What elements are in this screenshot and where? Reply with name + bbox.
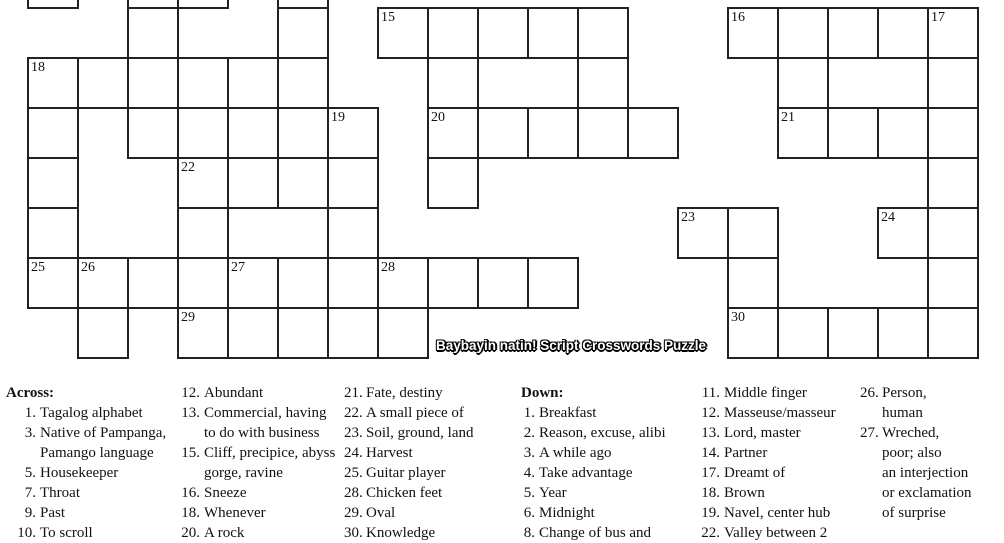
clue-number: 24 bbox=[881, 210, 895, 225]
clue-text: Housekeeper bbox=[40, 465, 119, 481]
grid-cell[interactable] bbox=[427, 257, 479, 309]
clue-line bbox=[860, 443, 972, 463]
clue-line bbox=[690, 463, 836, 483]
clue-text: Native of Pampanga, bbox=[40, 425, 167, 441]
grid-cell[interactable] bbox=[927, 307, 979, 359]
clue-text: Commercial, having bbox=[204, 405, 327, 421]
grid-cell[interactable] bbox=[827, 7, 879, 59]
clue-line bbox=[6, 403, 166, 423]
clue-line bbox=[690, 523, 836, 543]
grid-cell[interactable] bbox=[527, 257, 579, 309]
grid-cell[interactable] bbox=[27, 207, 79, 259]
clue-num: 18. bbox=[181, 505, 200, 521]
clue-text: Oval bbox=[366, 505, 396, 521]
grid-cell[interactable] bbox=[327, 257, 379, 309]
clue-line bbox=[6, 503, 166, 523]
clue-num: 28. bbox=[344, 485, 363, 501]
clue-num: 3. bbox=[523, 445, 535, 461]
clue-number: 23 bbox=[681, 210, 695, 225]
grid-cell[interactable] bbox=[727, 207, 779, 259]
clue-number: 21 bbox=[781, 110, 795, 125]
clue-text: of surprise bbox=[882, 505, 946, 521]
grid-cell[interactable] bbox=[27, 107, 79, 159]
clue-line bbox=[6, 523, 166, 543]
clue-line bbox=[505, 483, 666, 503]
clue-num: 12. bbox=[701, 405, 720, 421]
clue-line bbox=[505, 463, 666, 483]
clue-text: To scroll bbox=[40, 525, 93, 541]
clue-text: Knowledge bbox=[366, 525, 436, 541]
clue-line bbox=[6, 443, 166, 463]
clue-text: A rock bbox=[204, 525, 245, 541]
grid-cell[interactable] bbox=[527, 107, 579, 159]
grid-cell[interactable] bbox=[477, 257, 529, 309]
clue-num: 10. bbox=[17, 525, 36, 541]
down-clues-column-2 bbox=[690, 383, 836, 543]
clue-line bbox=[690, 383, 836, 403]
clue-line bbox=[170, 463, 335, 483]
clue-line bbox=[170, 483, 335, 503]
clue-text: to do with business bbox=[204, 425, 320, 441]
clue-line bbox=[344, 503, 474, 523]
clue-text: human bbox=[882, 405, 923, 421]
clue-text: Reason, excuse, alibi bbox=[539, 425, 666, 441]
grid-cell[interactable] bbox=[277, 257, 329, 309]
clue-num: 19. bbox=[701, 505, 720, 521]
clue-line bbox=[6, 463, 166, 483]
clue-text: Soil, ground, land bbox=[366, 425, 474, 441]
grid-cell[interactable] bbox=[327, 307, 379, 359]
clue-num: 16. bbox=[181, 485, 200, 501]
clue-num: 17. bbox=[701, 465, 720, 481]
clue-text: A small piece of bbox=[366, 405, 464, 421]
grid-cell[interactable] bbox=[627, 107, 679, 159]
clue-num: 12. bbox=[181, 385, 200, 401]
grid-cell[interactable] bbox=[927, 157, 979, 209]
clue-text: Midnight bbox=[539, 505, 595, 521]
clue-num: 30. bbox=[344, 525, 363, 541]
clue-line bbox=[344, 443, 474, 463]
grid-cell[interactable] bbox=[927, 257, 979, 309]
clue-text: Cliff, precipice, abyss bbox=[204, 445, 336, 461]
clue-text: Middle finger bbox=[724, 385, 807, 401]
clue-num: 15. bbox=[181, 445, 200, 461]
grid-cell[interactable] bbox=[327, 207, 379, 259]
clue-line bbox=[505, 443, 666, 463]
clue-number: 16 bbox=[731, 10, 745, 25]
clue-line bbox=[344, 423, 474, 443]
clue-text: an interjection bbox=[882, 465, 969, 481]
grid-cell[interactable] bbox=[577, 7, 629, 59]
clue-number: 27 bbox=[231, 260, 245, 275]
across-clues-column-3 bbox=[344, 383, 474, 543]
grid-cell[interactable] bbox=[777, 307, 829, 359]
clue-num: 22. bbox=[344, 405, 363, 421]
clue-text: Breakfast bbox=[539, 405, 597, 421]
clue-line bbox=[344, 523, 474, 543]
clue-text: Harvest bbox=[366, 445, 413, 461]
grid-cell[interactable] bbox=[127, 7, 179, 59]
clue-line bbox=[690, 403, 836, 423]
grid-cell[interactable] bbox=[877, 307, 929, 359]
clue-num: 26. bbox=[860, 385, 879, 401]
clue-text: Person, bbox=[882, 385, 927, 401]
clue-text: Change of bus and bbox=[539, 525, 652, 541]
clue-num: 9. bbox=[24, 505, 36, 521]
clue-text: Throat bbox=[40, 485, 80, 501]
clue-line bbox=[170, 503, 335, 523]
down-clues-column-1 bbox=[521, 383, 666, 543]
grid-cell[interactable] bbox=[27, 0, 79, 9]
clue-num: 11. bbox=[701, 385, 720, 401]
clue-line bbox=[690, 503, 836, 523]
grid-cell[interactable] bbox=[777, 7, 829, 59]
clue-line bbox=[6, 483, 166, 503]
clue-text: Whenever bbox=[204, 505, 266, 521]
clue-num: 2. bbox=[523, 425, 535, 441]
grid-cell[interactable] bbox=[27, 157, 79, 209]
clue-num: 5. bbox=[523, 485, 535, 501]
grid-cell[interactable] bbox=[77, 307, 129, 359]
grid-cell[interactable] bbox=[177, 107, 229, 159]
clue-num: 22. bbox=[701, 525, 720, 541]
clue-text: Tagalog alphabet bbox=[40, 405, 143, 421]
clue-text: Past bbox=[40, 505, 66, 521]
clue-text: poor; also bbox=[882, 445, 942, 461]
clue-line bbox=[690, 423, 836, 443]
clue-num: 3. bbox=[24, 425, 36, 441]
grid-cell[interactable] bbox=[527, 7, 579, 59]
clue-text: Take advantage bbox=[539, 465, 633, 481]
clue-number: 19 bbox=[331, 110, 345, 125]
clue-line bbox=[344, 463, 474, 483]
clue-num: 8. bbox=[523, 525, 535, 541]
clue-text: Dreamt of bbox=[724, 465, 786, 481]
grid-cell[interactable] bbox=[177, 57, 229, 109]
clue-text: Year bbox=[539, 485, 567, 501]
grid-cell[interactable] bbox=[777, 57, 829, 109]
clue-line bbox=[505, 503, 666, 523]
clue-text: Chicken feet bbox=[366, 485, 443, 501]
clue-text: Pamango language bbox=[40, 445, 154, 461]
clue-num: 24. bbox=[344, 445, 363, 461]
down-clues-column-3 bbox=[860, 383, 972, 523]
clue-text: gorge, ravine bbox=[204, 465, 283, 481]
grid-cell[interactable] bbox=[277, 307, 329, 359]
across-clues-column-1 bbox=[6, 383, 166, 543]
clue-number: 30 bbox=[731, 310, 745, 325]
clue-num: 13. bbox=[181, 405, 200, 421]
clue-line bbox=[860, 463, 972, 483]
clue-num: 20. bbox=[181, 525, 200, 541]
clue-num: 5. bbox=[24, 465, 36, 481]
clue-text: Navel, center hub bbox=[724, 505, 831, 521]
grid-cell[interactable] bbox=[477, 7, 529, 59]
grid-cell[interactable] bbox=[277, 57, 329, 109]
grid-cell[interactable] bbox=[177, 207, 229, 259]
grid-cell[interactable] bbox=[427, 57, 479, 109]
grid-cell[interactable] bbox=[877, 7, 929, 59]
clue-text: Wreched, bbox=[882, 425, 940, 441]
clue-num: 1. bbox=[523, 405, 535, 421]
grid-cell[interactable] bbox=[927, 107, 979, 159]
grid-cell[interactable] bbox=[877, 107, 929, 159]
grid-cell[interactable] bbox=[427, 157, 479, 209]
grid-cell[interactable] bbox=[227, 107, 279, 159]
clue-line bbox=[690, 443, 836, 463]
clue-number: 22 bbox=[181, 160, 195, 175]
clue-num: 1. bbox=[24, 405, 36, 421]
clue-number: 28 bbox=[381, 260, 395, 275]
clue-text: Masseuse/masseur bbox=[724, 405, 836, 421]
grid-cell[interactable] bbox=[127, 57, 179, 109]
grid-cell[interactable] bbox=[227, 307, 279, 359]
clue-text: Sneeze bbox=[204, 485, 247, 501]
grid-cell[interactable] bbox=[277, 7, 329, 59]
puzzle-title-banner: Baybayin natin! Script Crosswords Puzzle bbox=[436, 338, 707, 353]
grid-cell[interactable] bbox=[277, 157, 329, 209]
clue-num: 21. bbox=[344, 385, 363, 401]
clue-line bbox=[860, 503, 972, 523]
grid-cell[interactable] bbox=[827, 307, 879, 359]
clue-line bbox=[344, 403, 474, 423]
clue-num: 18. bbox=[701, 485, 720, 501]
clue-text: Lord, master bbox=[724, 425, 801, 441]
grid-cell[interactable] bbox=[377, 307, 429, 359]
clue-text: Valley between 2 bbox=[724, 525, 828, 541]
clue-num: 7. bbox=[24, 485, 36, 501]
grid-cell[interactable] bbox=[177, 257, 229, 309]
clue-number: 29 bbox=[181, 310, 195, 325]
grid-cell[interactable] bbox=[327, 157, 379, 209]
clue-line bbox=[505, 423, 666, 443]
clue-number: 17 bbox=[931, 10, 945, 25]
clue-num: 14. bbox=[701, 445, 720, 461]
grid-cell[interactable] bbox=[427, 7, 479, 59]
clue-number: 25 bbox=[31, 260, 45, 275]
grid-cell[interactable] bbox=[927, 207, 979, 259]
clue-text: Guitar player bbox=[366, 465, 446, 481]
grid-cell[interactable] bbox=[227, 157, 279, 209]
clue-text: Brown bbox=[724, 485, 765, 501]
grid-cell[interactable] bbox=[577, 107, 629, 159]
grid-cell[interactable] bbox=[77, 57, 129, 109]
clue-line bbox=[505, 523, 666, 543]
grid-cell[interactable] bbox=[477, 107, 529, 159]
grid-cell[interactable] bbox=[127, 257, 179, 309]
clue-line bbox=[690, 483, 836, 503]
clue-line bbox=[170, 423, 335, 443]
clue-line bbox=[344, 483, 474, 503]
down-heading: Down: bbox=[521, 385, 564, 401]
grid-cell[interactable] bbox=[577, 57, 629, 109]
clue-line bbox=[860, 423, 972, 443]
grid-cell[interactable] bbox=[227, 57, 279, 109]
clue-num: 4. bbox=[523, 465, 535, 481]
clue-number: 15 bbox=[381, 10, 395, 25]
grid-cell[interactable] bbox=[177, 0, 229, 9]
clue-num: 13. bbox=[701, 425, 720, 441]
clue-line bbox=[6, 423, 166, 443]
clue-num: 29. bbox=[344, 505, 363, 521]
clue-text: or exclamation bbox=[882, 485, 972, 501]
clue-text: Fate, destiny bbox=[366, 385, 443, 401]
clue-line bbox=[170, 403, 335, 423]
clue-number: 20 bbox=[431, 110, 445, 125]
grid-cell[interactable] bbox=[827, 107, 879, 159]
clue-line bbox=[170, 383, 335, 403]
clue-line bbox=[860, 403, 972, 423]
grid-cell[interactable] bbox=[927, 57, 979, 109]
grid-cell[interactable] bbox=[277, 107, 329, 159]
clue-text: A while ago bbox=[539, 445, 612, 461]
clue-num: 6. bbox=[523, 505, 535, 521]
clue-number: 26 bbox=[81, 260, 95, 275]
across-heading: Across: bbox=[6, 385, 55, 401]
clue-line bbox=[344, 383, 474, 403]
clue-text: Abundant bbox=[204, 385, 264, 401]
across-clues-column-2 bbox=[170, 383, 335, 543]
grid-cell[interactable] bbox=[127, 107, 179, 159]
clue-text: Partner bbox=[724, 445, 768, 461]
clue-line bbox=[860, 383, 972, 403]
clue-number: 18 bbox=[31, 60, 45, 75]
clue-num: 27. bbox=[860, 425, 879, 441]
clue-line bbox=[860, 483, 972, 503]
grid-cell[interactable] bbox=[727, 257, 779, 309]
clue-num: 23. bbox=[344, 425, 363, 441]
clue-num: 25. bbox=[344, 465, 363, 481]
clue-line bbox=[170, 443, 335, 463]
clue-line bbox=[505, 403, 666, 423]
clue-line bbox=[170, 523, 335, 543]
